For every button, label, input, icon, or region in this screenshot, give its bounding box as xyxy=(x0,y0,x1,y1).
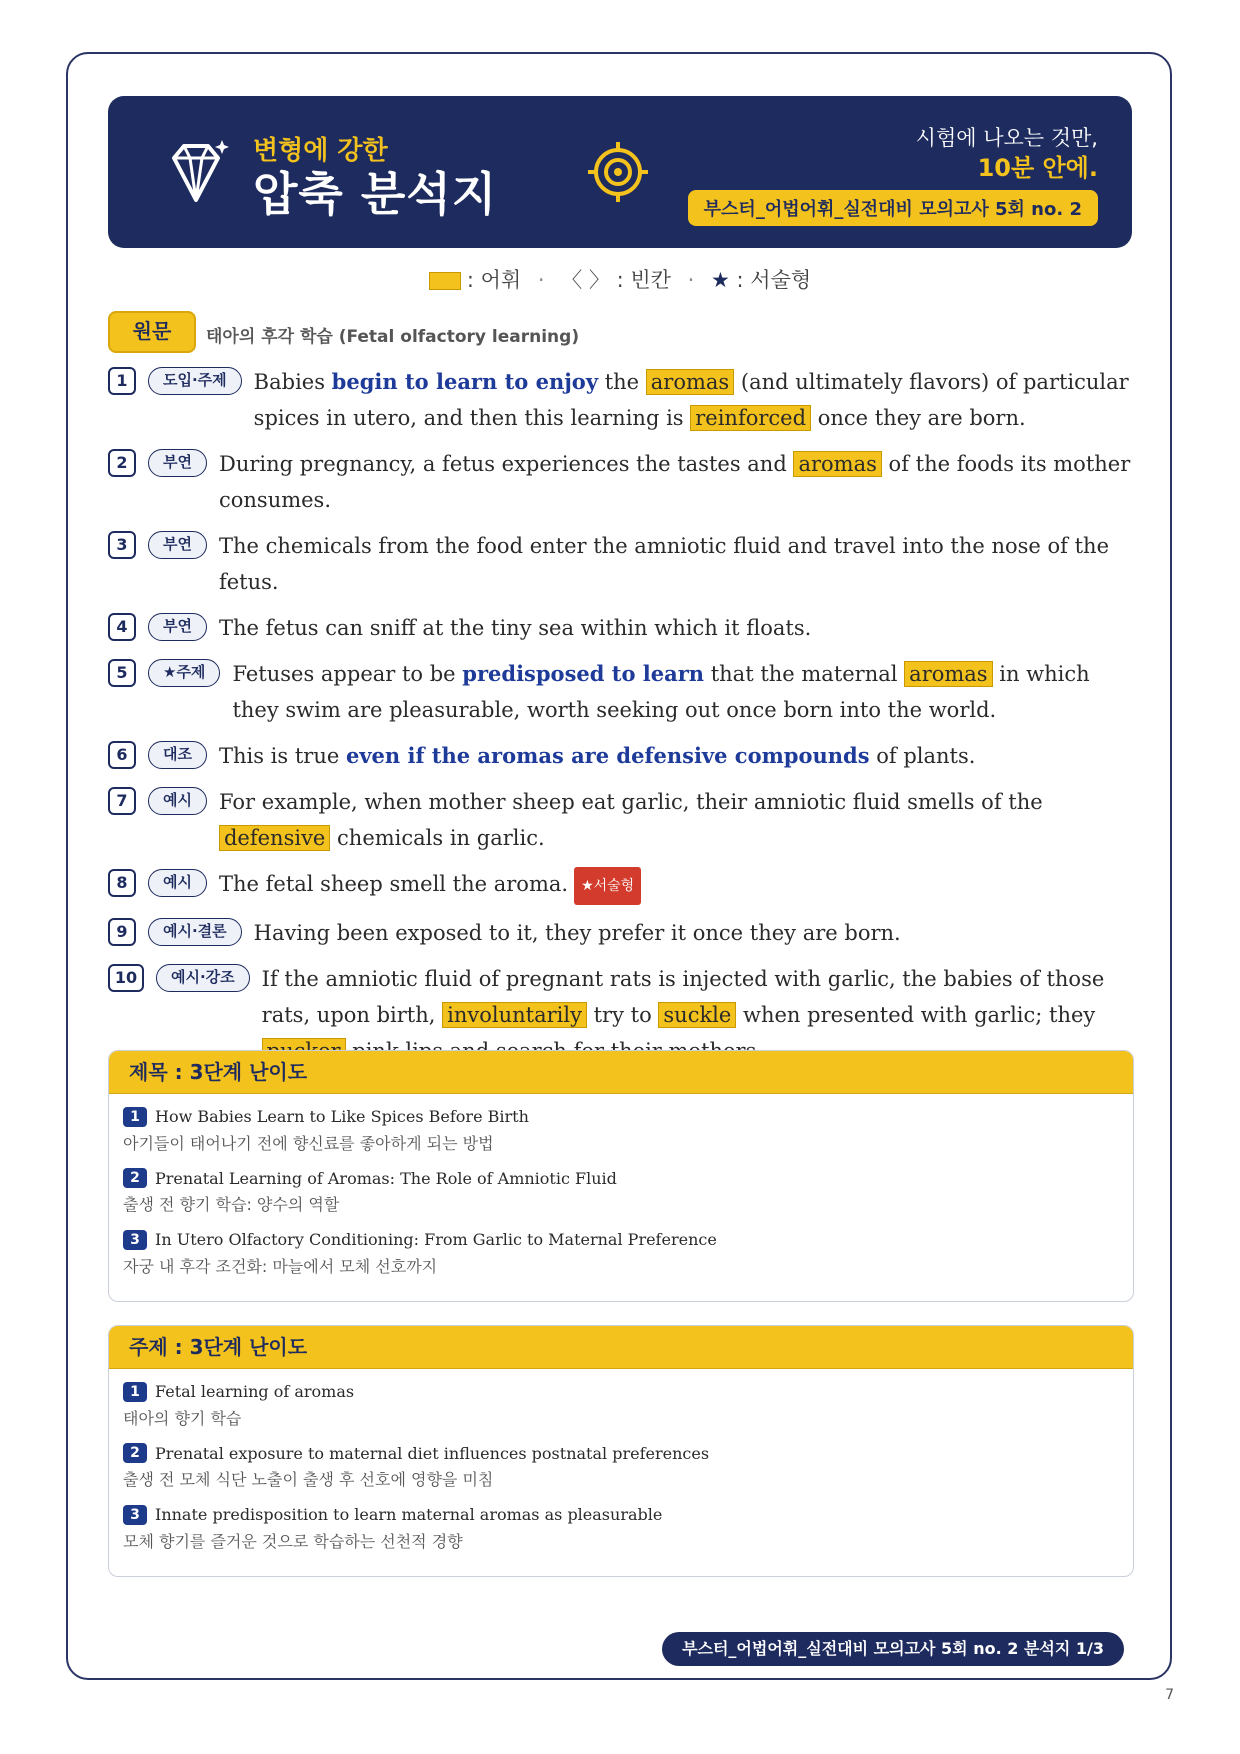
page-number: 7 xyxy=(1165,1687,1174,1703)
legend-blank-symbol: 〈 〉 xyxy=(561,268,610,292)
sentence-text: If the amniotic fluid of pregnant rats is injected with garlic, the babies of those rats, upon birth, involuntarily try to suckle when presented with garlic; they xyxy=(262,961,1132,1069)
item-number: 2 xyxy=(123,1168,147,1188)
vocab-highlight: reinforced xyxy=(690,405,811,431)
list-item xyxy=(123,1504,1119,1552)
list-item xyxy=(123,1381,1119,1429)
sentence-text: The chemicals from the food enter the amniotic fluid and travel into the nose of the fetus. xyxy=(218,534,1110,594)
sentence-text: Babies begin to learn to enjoy the aromas (and ultimately flavors) of particular spices in utero, and then this learning is reinforced once they are born. xyxy=(253,369,1129,430)
sentence-number: 1 xyxy=(108,367,136,395)
title-box xyxy=(108,1050,1134,1302)
sentence-tag: 예시 xyxy=(148,869,207,897)
legend-blank: : 빈칸 xyxy=(616,268,671,292)
item-english: Innate predisposition to learn maternal aromas as pleasurable xyxy=(155,1505,663,1524)
sentence-row xyxy=(108,610,1132,646)
item-number: 1 xyxy=(123,1107,147,1127)
item-korean: 출생 전 향기 학습: 양수의 역할 xyxy=(123,1195,340,1214)
sentence-number: 6 xyxy=(108,741,136,769)
sentence-row xyxy=(108,738,1132,774)
item-number: 3 xyxy=(123,1505,147,1525)
item-number: 2 xyxy=(123,1443,147,1463)
sentence-tag: ★주제 xyxy=(148,659,220,687)
key-phrase: begin to learn to enjoy xyxy=(331,369,599,394)
banner-title-small: 변형에 강한 xyxy=(253,136,388,166)
sentence-row xyxy=(108,866,1132,905)
header-banner xyxy=(108,96,1132,248)
banner-slogan-1: 시험에 나오는 것만, xyxy=(915,126,1098,150)
item-number: 1 xyxy=(123,1382,147,1402)
footer-pill: 부스터_어법어휘_실전대비 모의고사 5회 no. 2 분석지 1/3 xyxy=(662,1632,1124,1666)
vocab-highlight: aromas xyxy=(646,369,734,395)
vocab-highlight: aromas xyxy=(904,661,992,687)
item-korean: 모체 향기를 즐거운 것으로 학습하는 선천적 경향 xyxy=(123,1531,463,1551)
vocab-swatch xyxy=(429,272,461,290)
item-english: Prenatal Learning of Aromas: The Role of Amniotic Fluid xyxy=(155,1168,617,1188)
key-phrase: predisposed to learn xyxy=(462,661,705,686)
sentence-text: This is true even if the aromas are defensive compounds of plants. xyxy=(218,743,976,768)
banner-title: 압축 분석지 xyxy=(253,167,498,221)
item-english: In Utero Olfactory Conditioning: From Garlic to Maternal Preference xyxy=(155,1230,717,1249)
vocab-highlight: defensive xyxy=(219,825,330,851)
legend-essay: : 서술형 xyxy=(736,268,812,292)
banner-slogan-2: 10분 안에. xyxy=(977,154,1098,182)
sentence-text: During pregnancy, a fetus experiences the tastes and aromas of the foods its mother consumes. xyxy=(218,452,1131,512)
star-icon: ★ xyxy=(711,268,730,292)
sentence-tag: 예시·강조 xyxy=(156,964,250,992)
sentence-text: Fetuses appear to be predisposed to learn that the maternal aromas in which they swim are pleasurable, worth seeking out once born into the world. xyxy=(232,661,1090,722)
sentence-list xyxy=(108,364,1132,1079)
item-english: How Babies Learn to Like Spices Before Birth xyxy=(155,1107,529,1126)
sentence-text: For example, when mother sheep eat garlic, their amniotic fluid smells of the defensive chemicals in garlic. xyxy=(218,790,1043,850)
item-english: Fetal learning of aromas xyxy=(155,1382,355,1401)
key-phrase: even if the aromas are defensive compounds xyxy=(345,743,870,768)
sentence-tag: 부연 xyxy=(148,449,207,477)
sentence-row xyxy=(108,364,1132,436)
list-item xyxy=(123,1229,1119,1277)
sentence-number: 5 xyxy=(108,659,136,687)
vocab-highlight: involuntarily xyxy=(442,1002,587,1028)
sentence-row xyxy=(108,446,1132,518)
sentence-row xyxy=(108,915,1132,951)
item-korean: 출생 전 모체 식단 노출이 출생 후 선호에 영향을 미침 xyxy=(123,1470,494,1489)
list-item xyxy=(123,1443,1119,1491)
item-english: Prenatal exposure to maternal diet influences postnatal preferences xyxy=(155,1443,710,1463)
sentence-number: 2 xyxy=(108,449,136,477)
item-number: 3 xyxy=(123,1230,147,1250)
sentence-number: 8 xyxy=(108,869,136,897)
item-korean: 아기들이 태어나기 전에 향신료를 좋아하게 되는 방법 xyxy=(123,1133,494,1153)
sentence-number: 10 xyxy=(108,964,144,992)
legend-vocab: : 어휘 xyxy=(466,268,522,292)
theme-box xyxy=(108,1325,1134,1577)
diamond-icon xyxy=(160,136,232,208)
item-korean: 태아의 향기 학습 xyxy=(123,1408,242,1428)
banner-exam-tag: 부스터_어법어휘_실전대비 모의고사 5회 no. 2 xyxy=(688,190,1098,226)
list-item xyxy=(123,1106,1119,1154)
essay-badge: ★서술형 xyxy=(574,867,641,905)
sentence-tag: 부연 xyxy=(148,531,207,559)
sentence-number: 3 xyxy=(108,531,136,559)
sentence-tag: 대조 xyxy=(148,741,207,769)
title-box-heading: 제목 : 3단계 난이도 xyxy=(109,1051,1133,1094)
sentence-text: The fetal sheep smell the aroma. ★서술형 xyxy=(219,866,1132,905)
target-icon xyxy=(586,140,650,204)
sentence-row xyxy=(108,528,1132,600)
sentence-row xyxy=(108,656,1132,728)
sentence-text: The fetus can sniff at the tiny sea within which it floats. xyxy=(218,616,812,640)
list-item xyxy=(123,1168,1119,1216)
item-korean: 자궁 내 후각 조건화: 마늘에서 모체 선호까지 xyxy=(123,1256,438,1276)
sentence-tag: 부연 xyxy=(148,613,207,641)
sentence-tag: 도입·주제 xyxy=(148,367,242,395)
sentence-number: 7 xyxy=(108,787,136,815)
sentence-number: 4 xyxy=(108,613,136,641)
source-badge: 원문 xyxy=(108,311,196,353)
legend: : 어휘 · 〈 〉 : 빈칸 · ★ : 서술형 xyxy=(0,264,1240,294)
sentence-row xyxy=(108,784,1132,856)
sentence-tag: 예시 xyxy=(148,787,207,815)
sentence-number: 9 xyxy=(108,918,136,946)
source-subtitle: 태아의 후각 학습 (Fetal olfactory learning) xyxy=(206,327,580,347)
vocab-highlight: aromas xyxy=(793,451,881,477)
theme-box-heading: 주제 : 3단계 난이도 xyxy=(109,1326,1133,1369)
vocab-highlight: suckle xyxy=(658,1002,736,1028)
sentence-text: Having been exposed to it, they prefer it once they are born. xyxy=(253,920,901,945)
sentence-tag: 예시·결론 xyxy=(148,918,242,946)
